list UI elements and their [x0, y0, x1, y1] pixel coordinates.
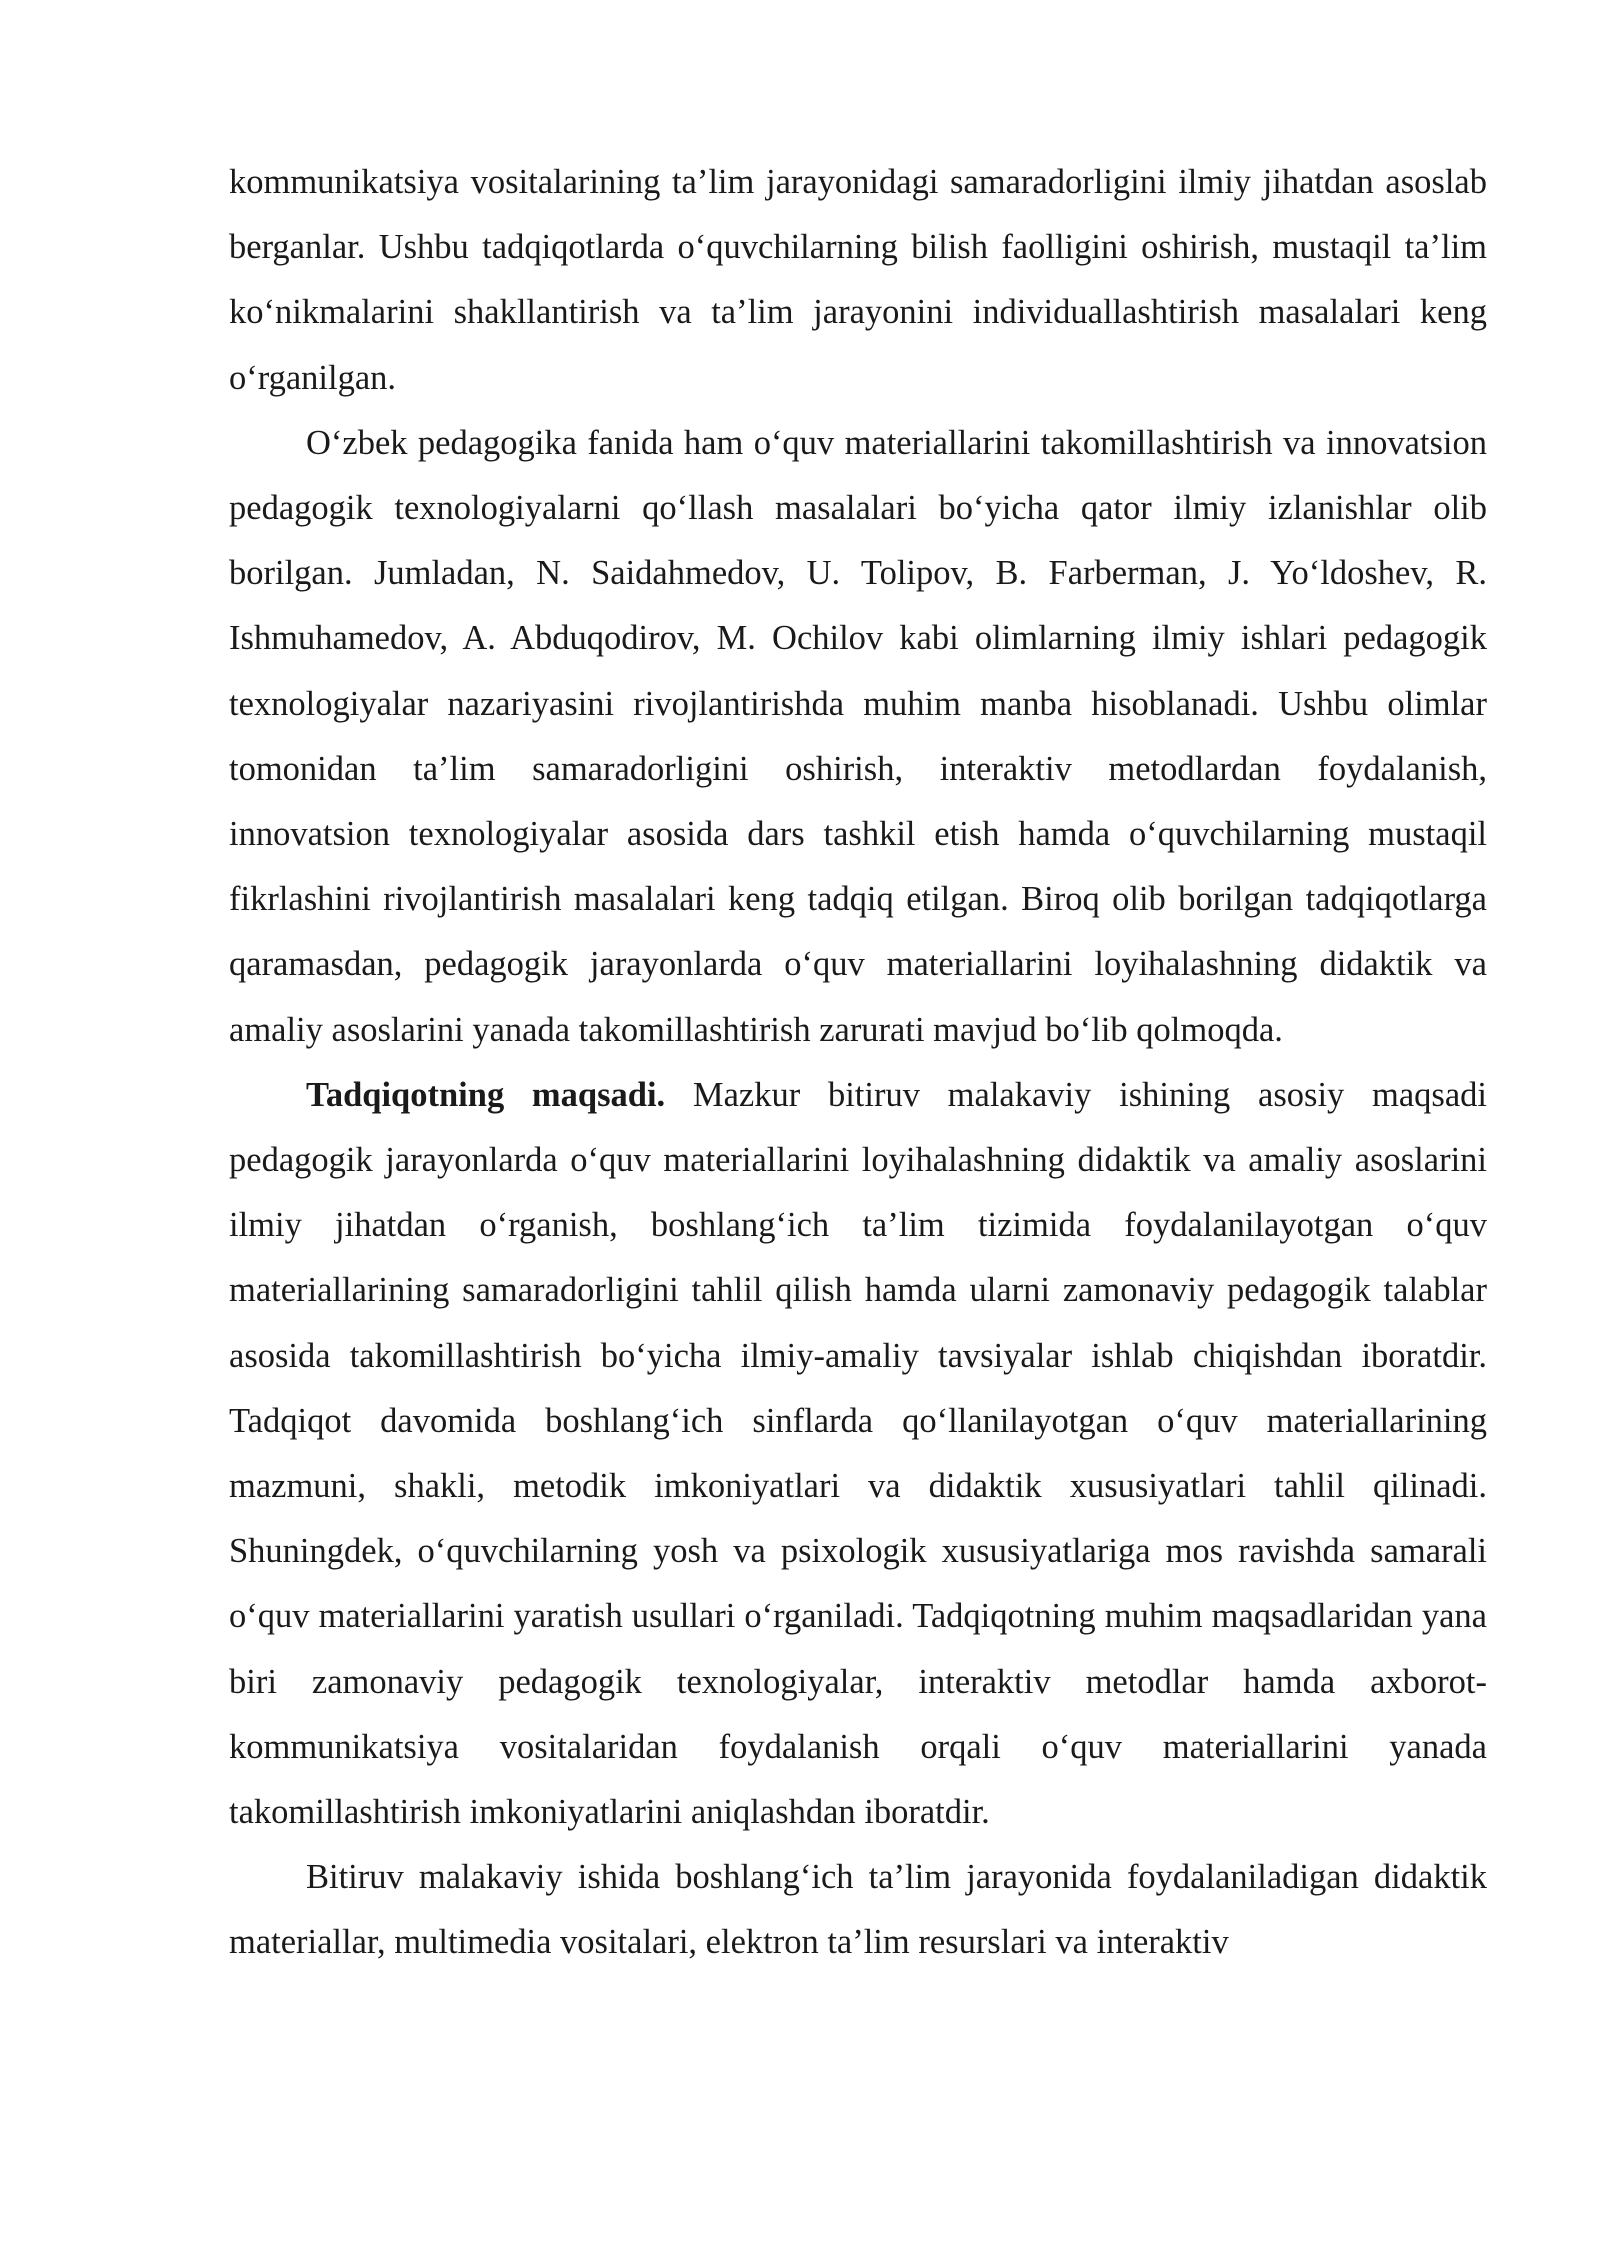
paragraph-1	[229, 150, 1487, 411]
paragraph-3-text: Mazkur bitiruv malakaviy ishining asosiy maqsadi pedagogik jarayonlarda o‘quv materiallarini loyihalashning didaktik va amaliy asoslarini ilmiy jihatdan o‘rganish, boshlang‘ich ta’lim tizimida foydalanilayotgan o‘quv materiallarining samaradorligini tahlil qilish hamda ularni zamonaviy pedagogik talablar asosida takomillashtirish bo‘yicha ilmiy-amaliy tavsiyalar ishlab chiqishdan iboratdir. Tadqiqot davomida boshlang‘ich sinflarda qo‘llanilayotgan o‘quv materiallarining mazmuni, shakli, metodik imkoniyatlari va didaktik xususiyatlari tahlil qilinadi. Shuningdek, o‘quvchilarning yosh va psixologik xususiyatlariga mos ravishda samarali o‘quv materiallarini yaratish usullari o‘rganiladi. Tadqiqotning muhim maqsadlaridan yana biri zamonaviy pedagogik texnologiyalar, interaktiv metodlar hamda axborot-kommunikatsiya vositalaridan foydalanish orqali o‘quv materiallarini yanada takomillashtirish imkoniyatlarini aniqlashdan iboratdir.	[229, 1075, 1487, 1832]
paragraph-2	[229, 411, 1487, 1063]
paragraph-2-text: O‘zbek pedagogika fanida ham o‘quv materiallarini takomillashtirish va innovatsion pedagogik texnologiyalarni qo‘llash masalalari bo‘yicha qator ilmiy izlanishlar olib borilgan. Jumladan, N. Saidahmedov, U. Tolipov, B. Farberman, J. Yo‘ldoshev, R. Ishmuhamedov, A. Abduqodirov, M. Ochilov kabi olimlarning ilmiy ishlari pedagogik texnologiyalar nazariyasini rivojlantirishda muhim manba hisoblanadi. Ushbu olimlar tomonidan ta’lim samaradorligini oshirish, interaktiv metodlardan foydalanish, innovatsion texnologiyalar asosida dars tashkil etish hamda o‘quvchilarning mustaqil fikrlashini rivojlantirish masalalari keng tadqiq etilgan. Biroq olib borilgan tadqiqotlarga qaramasdan, pedagogik jarayonlarda o‘quv materiallarini loyihalashning didaktik va amaliy asoslarini yanada takomillashtirish zarurati mavjud bo‘lib qolmoqda.	[229, 423, 1487, 1049]
paragraph-1-text: kommunikatsiya vositalarining ta’lim jarayonidagi samaradorligini ilmiy jihatdan asoslab berganlar. Ushbu tadqiqotlarda o‘quvchilarning bilish faolligini oshirish, mustaqil ta’lim ko‘nikmalarini shakllantirish va ta’lim jarayonini individuallashtirish masalalari keng o‘rganilgan.	[229, 163, 1487, 397]
body-text	[229, 150, 1487, 1976]
paragraph-4	[229, 1845, 1487, 1975]
paragraph-4-text: Bitiruv malakaviy ishida boshlang‘ich ta’lim jarayonida foydalaniladigan didaktik materiallar, multimedia vositalari, elektron ta’lim resurslari va interaktiv	[229, 1858, 1487, 1962]
paragraph-3	[229, 1063, 1487, 1845]
section-heading-research-goal: Tadqiqotning maqsadi.	[306, 1075, 666, 1114]
